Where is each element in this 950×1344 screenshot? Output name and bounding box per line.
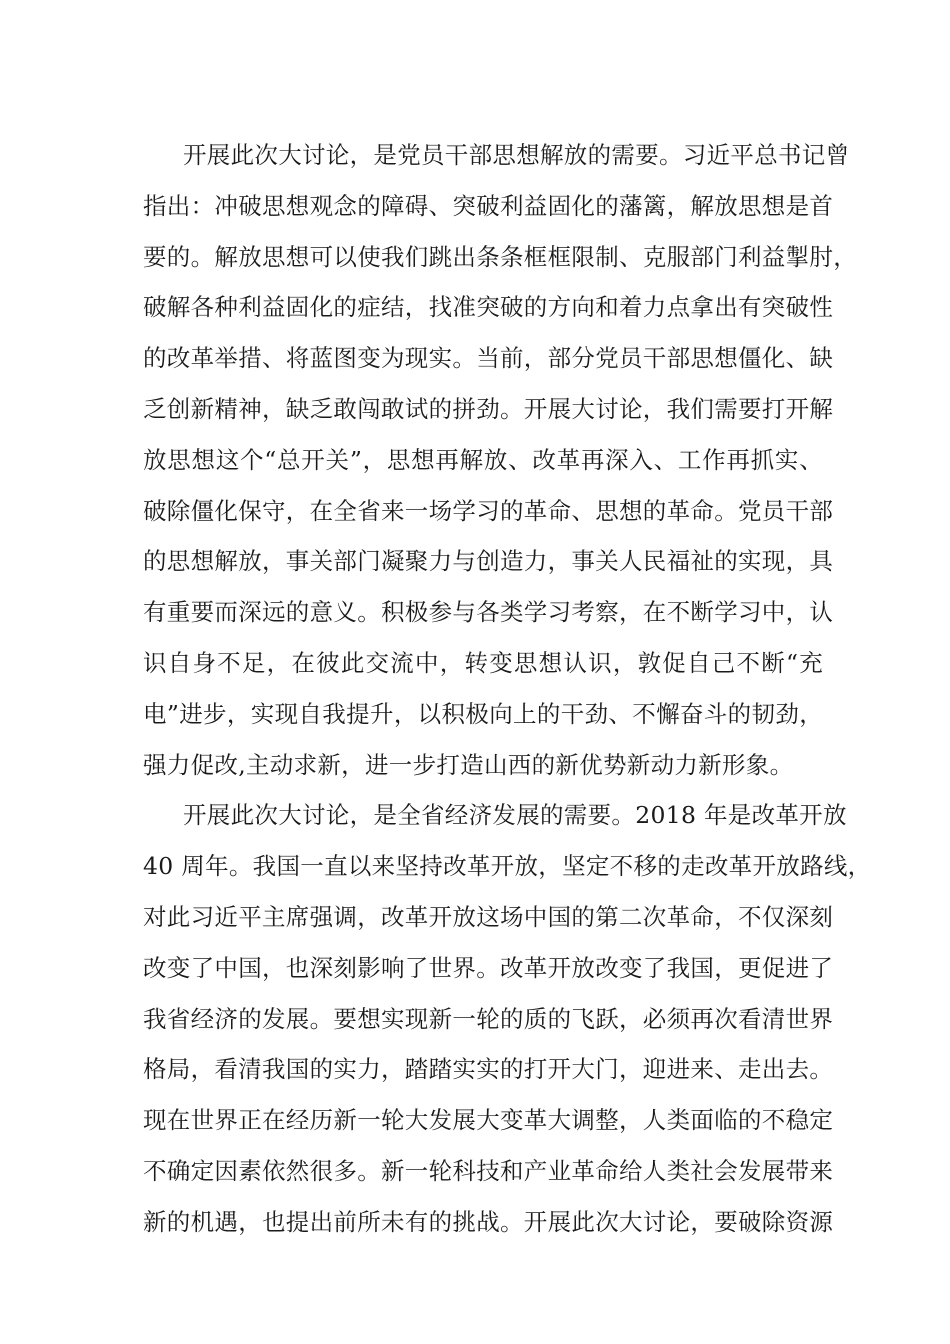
paragraph-line: 开展此次大讨论，是全省经济发展的需要。2018 年是改革开放 [183, 801, 847, 830]
paragraph-line: 新的机遇，也提出前所未有的挑战。开展此次大讨论，要破除资源 [143, 1207, 834, 1236]
paragraph-2 [143, 790, 872, 1247]
paragraph-line: 电”进步，实现自我提升，以积极向上的干劲、不懈奋斗的韧劲， [143, 699, 823, 728]
paragraph-line: 破除僵化保守，在全省来一场学习的革命、思想的革命。党员干部 [143, 496, 834, 525]
paragraph-line: 强力促改,主动求新，进一步打造山西的新优势新动力新形象。 [143, 750, 794, 779]
document-body [143, 130, 872, 1248]
paragraph-line: 的思想解放，事关部门凝聚力与创造力，事关人民福祉的实现，具 [143, 547, 834, 576]
paragraph-line: 40 周年。我国一直以来坚持改革开放，坚定不移的走改革开放路线， [143, 852, 872, 881]
paragraph-line: 要的。解放思想可以使我们跳出条条框框限制、克服部门利益掣肘， [143, 242, 857, 271]
paragraph-1 [143, 130, 857, 790]
paragraph-line: 改变了中国，也深刻影响了世界。改革开放改变了我国，更促进了 [143, 953, 834, 982]
paragraph-line: 我省经济的发展。要想实现新一轮的质的飞跃，必须再次看清世界 [143, 1004, 834, 1033]
paragraph-line: 放思想这个“总开关”，思想再解放、改革再深入、工作再抓实、 [143, 445, 823, 474]
paragraph-line: 现在世界正在经历新一轮大发展大变革大调整，人类面临的不稳定 [143, 1106, 834, 1135]
paragraph-line: 识自身不足，在彼此交流中，转变思想认识，敦促自己不断“充 [143, 648, 823, 677]
paragraph-line: 破解各种利益固化的症结，找准突破的方向和着力点拿出有突破性 [143, 293, 834, 322]
paragraph-line: 格局，看清我国的实力，踏踏实实的打开大门，迎进来、走出去。 [143, 1055, 834, 1084]
paragraph-line: 乏创新精神，缺乏敢闯敢试的拼劲。开展大讨论，我们需要打开解 [143, 394, 834, 423]
paragraph-line: 开展此次大讨论，是党员干部思想解放的需要。习近平总书记曾 [183, 141, 850, 169]
paragraph-line: 不确定因素依然很多。新一轮科技和产业革命给人类社会发展带来 [143, 1156, 834, 1185]
paragraph-line: 对此习近平主席强调，改革开放这场中国的第二次革命，不仅深刻 [143, 902, 834, 931]
paragraph-line: 的改革举措、将蓝图变为现实。当前，部分党员干部思想僵化、缺 [143, 344, 834, 373]
paragraph-line: 指出：冲破思想观念的障碍、突破利益固化的藩篱，解放思想是首 [143, 191, 834, 220]
paragraph-line: 有重要而深远的意义。积极参与各类学习考察，在不断学习中，认 [143, 598, 834, 627]
